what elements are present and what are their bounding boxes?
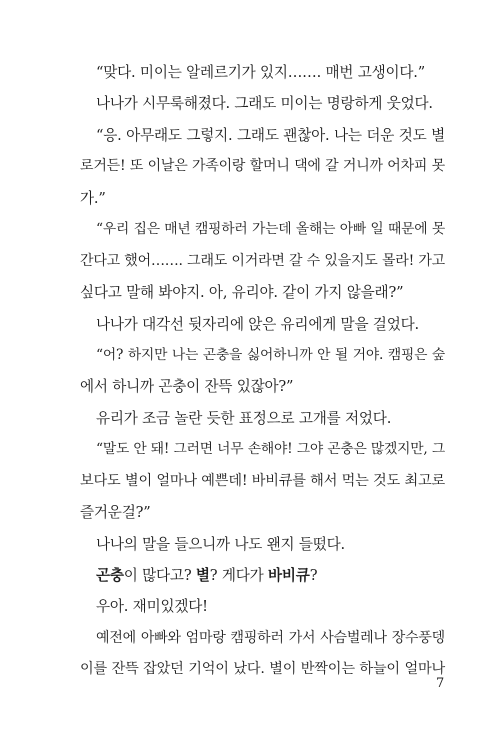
text-line: 즐거운걸?” <box>80 504 151 522</box>
text-line: 나나의 말을 들으니까 나도 왠지 들떴다. <box>96 535 345 553</box>
body-text <box>80 57 445 686</box>
text-line: 우아. 재미있겠다! <box>96 598 208 616</box>
text-line: “어? 하지만 나는 곤충을 싫어하니까 안 될 거야. 캠핑은 숲 <box>96 346 445 363</box>
text-line-emphasis <box>80 560 445 591</box>
bold-word: 곤충 <box>96 567 124 584</box>
text-line: 가.” <box>80 189 106 207</box>
text-line: 예전에 아빠와 엄마랑 캠핑하러 가서 사슴벌레나 장수풍뎅 <box>96 629 445 646</box>
text-line: 간다고 했어……. 그래도 이거라면 갈 수 있을지도 몰라! 가고 <box>80 252 445 269</box>
text-line: 로거든! 또 이날은 가족이랑 할머니 댁에 갈 거니까 어차피 못 <box>80 158 445 175</box>
text-segment: 이 많다고? <box>123 567 196 584</box>
text-line: 나나가 대각선 뒷자리에 앉은 유리에게 말을 걸었다. <box>96 315 419 333</box>
text-line: 보다도 별이 얼마나 예쁜데! 바비큐를 해서 먹는 것도 최고로 <box>80 472 445 489</box>
text-line: 이를 잔뜩 잡았던 기억이 났다. 별이 반짝이는 하늘이 얼마나 <box>80 661 445 678</box>
text-line: “말도 안 돼! 그러면 너무 손해야! 그야 곤충은 많겠지만, 그 <box>96 441 445 458</box>
text-segment: ? 게다가 <box>209 567 268 584</box>
page-number: 7 <box>436 676 445 691</box>
text-line: 나나가 시무룩해졌다. 그래도 미이는 명랑하게 웃었다. <box>96 95 433 113</box>
text-line: “응. 아무래도 그렇지. 그래도 괜찮아. 나는 더운 것도 별 <box>96 126 445 144</box>
text-line: “우리 집은 매년 캠핑하러 가는데 올해는 아빠 일 때문에 못 <box>96 221 445 238</box>
text-line: 싶다고 말해 봐야지. 아, 유리야. 같이 가지 않을래?” <box>80 284 404 302</box>
text-line: “맞다. 미이는 알레르기가 있지……. 매번 고생이다.” <box>96 64 425 81</box>
bold-word: 바비큐 <box>268 567 310 584</box>
text-line: 유리가 조금 놀란 듯한 표정으로 고개를 저었다. <box>96 409 392 427</box>
bold-word: 별 <box>195 567 210 584</box>
text-line: 에서 하니까 곤충이 잔뜩 있잖아?” <box>80 378 294 396</box>
text-segment: ? <box>309 567 318 584</box>
